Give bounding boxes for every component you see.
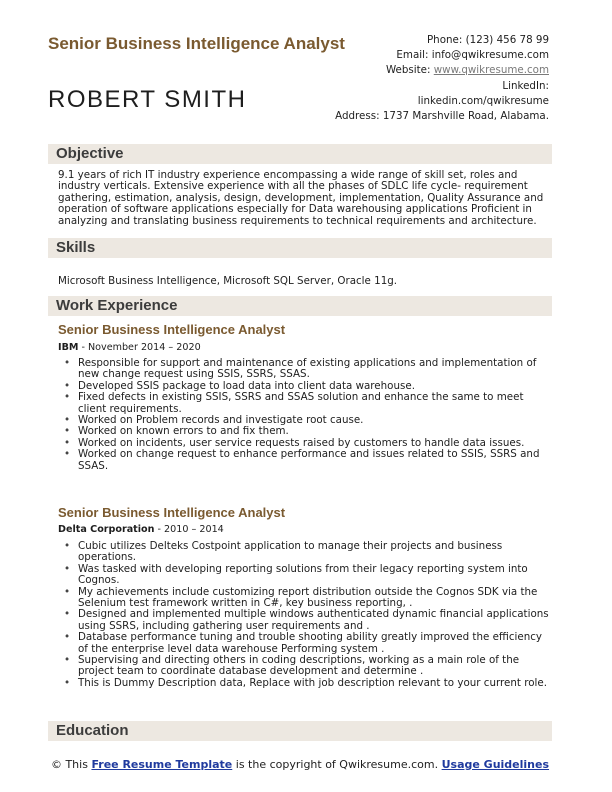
job-1-company: IBM (58, 342, 79, 353)
footer-prefix: © This (50, 758, 92, 771)
usage-guidelines-link[interactable]: Usage Guidelines (441, 758, 550, 771)
website-link[interactable]: www.qwikresume.com (433, 64, 549, 77)
list-item: • Worked on Problem records and investigate root cause. (62, 415, 552, 426)
list-item: • Worked on incidents, user service requests raised by customers to handle data issues. (62, 438, 552, 449)
skills-text: Microsoft Business Intelligence, Microsoft SQL Server, Oracle 11g. (58, 275, 398, 287)
list-item: • Fixed defects in existing SSIS, SSRS and SSAS solution and enhance the same to meet client requirements. (62, 392, 552, 415)
footer-middle: is the copyright of Qwikresume.com. (232, 758, 442, 771)
email-label: Email: (396, 49, 429, 62)
job-2-title: Senior Business Intelligence Analyst (58, 505, 286, 520)
website-label: Website: (385, 64, 431, 77)
contact-address (289, 109, 549, 124)
list-item: • Was tasked with developing reporting solutions from their legacy reporting system into Cognos. (62, 564, 552, 587)
free-resume-template-link[interactable]: Free Resume Template (91, 758, 233, 771)
contact-linkedin-value-row (289, 94, 549, 109)
job-1-company-line (58, 342, 201, 353)
list-item: • Supervising and directing others in coding descriptions, working as a main role of the project team to coordinate database development and determine . (62, 655, 552, 678)
list-item: • Responsible for support and maintenance of existing applications and implementation of new change request using SSIS, SSRS, SSAS. (62, 358, 552, 381)
section-heading-objective: Objective (48, 144, 552, 164)
section-heading-skills: Skills (48, 238, 552, 258)
linkedin-label: LinkedIn: (502, 79, 549, 92)
section-heading-education: Education (48, 721, 552, 741)
job-1-bullets (62, 358, 552, 472)
section-heading-work-experience: Work Experience (48, 296, 552, 316)
objective-text: 9.1 years of rich IT industry experience encompassing a wide range of skill set, roles and industry verticals. Extensive experience with all the phases of SDLC life cycle- requirement gathering, estimation, analysis, design, development, implementation, Quality Assurance and operation of software applications especially for Data warehousing applications Proficient in analyzing and translating business requirements to technical requirements and architecture. (58, 169, 544, 227)
list-item: • My achievements include customizing report distribution outside the Cognos SDK via the Selenium test framework written in C#, key business reporting, . (62, 587, 552, 610)
contact-email (289, 48, 549, 63)
job-2-company: Delta Corporation (58, 524, 155, 535)
job-2-bullets (62, 541, 552, 689)
contact-website (289, 63, 549, 78)
linkedin-value: linkedin.com/qwikresume (417, 94, 549, 107)
job-1-dates: - November 2014 – 2020 (78, 342, 201, 353)
address-value: 1737 Marshville Road, Alabama. (382, 110, 549, 123)
candidate-name: ROBERT SMITH (48, 86, 247, 113)
contact-block (289, 33, 549, 124)
list-item: • Developed SSIS package to load data into client data warehouse. (62, 381, 552, 392)
job-2-company-line (58, 524, 224, 535)
email-value: info@qwikresume.com (431, 49, 549, 62)
resume-job-title: Senior Business Intelligence Analyst (48, 34, 345, 53)
address-label: Address: (335, 110, 380, 123)
list-item: • Worked on known errors to and fix them. (62, 426, 552, 437)
phone-label: Phone: (426, 34, 463, 46)
contact-phone (289, 33, 549, 48)
list-item: • Cubic utilizes Delteks Costpoint application to manage their projects and business operations. (62, 541, 552, 564)
copyright-footer (48, 758, 552, 772)
phone-value: (123) 456 78 99 (465, 34, 549, 46)
list-item: • This is Dummy Description data, Replace with job description relevant to your current role. (62, 678, 552, 689)
list-item: • Database performance tuning and trouble shooting ability greatly improved the efficiency of the enterprise level data warehouse Performing system . (62, 632, 552, 655)
job-1-title: Senior Business Intelligence Analyst (58, 322, 286, 337)
list-item: • Designed and implemented multiple windows authenticated dynamic financial applications using SSRS, including gathering user requirements and . (62, 609, 552, 632)
job-2-dates: - 2010 – 2014 (154, 524, 224, 535)
list-item: • Worked on change request to enhance performance and issues related to SSIS, SSRS and SSAS. (62, 449, 552, 472)
contact-linkedin-label-row (289, 79, 549, 94)
